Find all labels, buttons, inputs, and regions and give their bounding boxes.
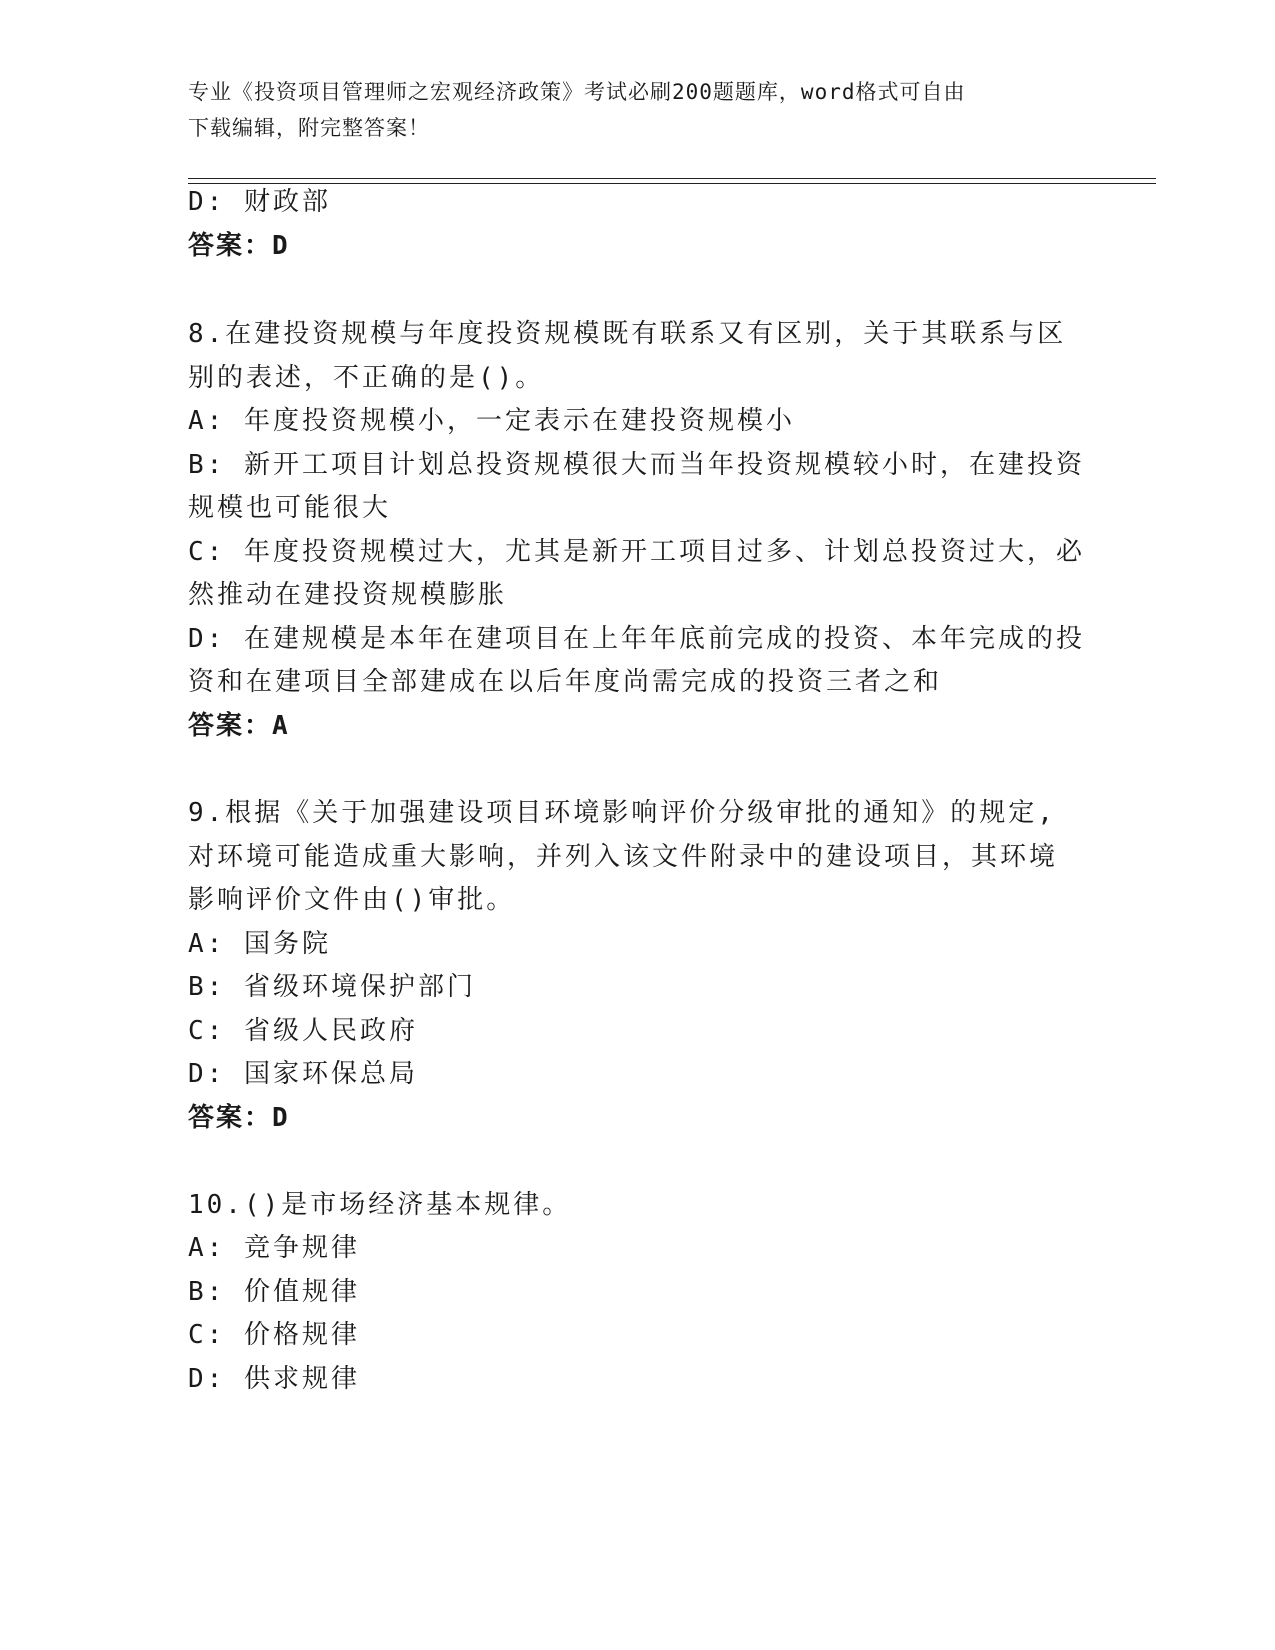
q9-stem-line-1: 9.根据《关于加强建设项目环境影响评价分级审批的通知》的规定,	[188, 798, 1056, 828]
q10-option-d: D: 供求规律	[188, 1364, 360, 1394]
q8-option-d-line-1: D: 在建规模是本年在建项目在上年年底前完成的投资、本年完成的投	[188, 624, 1085, 654]
q9-stem-line-2: 对环境可能造成重大影响，并列入该文件附录中的建设项目，其环境	[188, 842, 1059, 872]
header-rule-top	[188, 178, 1156, 179]
header-line-1: 专业《投资项目管理师之宏观经济政策》考试必刷200题题库，word格式可自由	[188, 80, 966, 104]
q8-option-a: A: 年度投资规模小，一定表示在建投资规模小	[188, 406, 795, 436]
q8-stem-line-1: 8.在建投资规模与年度投资规模既有联系又有区别，关于其联系与区	[188, 319, 1067, 349]
q9-option-a: A: 国务院	[188, 929, 331, 959]
header-line-2: 下载编辑，附完整答案！	[188, 116, 430, 140]
document-header	[188, 74, 1088, 146]
q10-option-b: B: 价值规律	[188, 1277, 360, 1307]
q10-option-c: C: 价格规律	[188, 1320, 360, 1350]
q10-stem: 10.()是市场经济基本规律。	[188, 1190, 572, 1220]
q8-answer: 答案：A	[188, 711, 290, 741]
q8-option-d-line-2: 资和在建项目全部建成在以后年度尚需完成的投资三者之和	[188, 667, 943, 697]
header-rule-bottom	[188, 183, 1156, 184]
q9-option-c: C: 省级人民政府	[188, 1016, 418, 1046]
q8-option-b-line-1: B: 新开工项目计划总投资规模很大而当年投资规模较小时，在建投资	[188, 450, 1085, 480]
q8-stem-line-2: 别的表述，不正确的是()。	[188, 363, 545, 393]
q8-option-b-line-2: 规模也可能很大	[188, 493, 392, 523]
q9-answer: 答案：D	[188, 1103, 290, 1133]
q8-option-c-line-2: 然推动在建投资规模膨胀	[188, 580, 508, 610]
q7-answer: 答案：D	[188, 231, 290, 261]
q8-option-c-line-1: C: 年度投资规模过大，尤其是新开工项目过多、计划总投资过大，必	[188, 537, 1085, 567]
q10-option-a: A: 竞争规律	[188, 1233, 360, 1263]
q7-option-d: D: 财政部	[188, 187, 331, 217]
q9-option-d: D: 国家环保总局	[188, 1059, 418, 1089]
q9-option-b: B: 省级环境保护部门	[188, 972, 476, 1002]
q9-stem-line-3: 影响评价文件由()审批。	[188, 885, 516, 915]
